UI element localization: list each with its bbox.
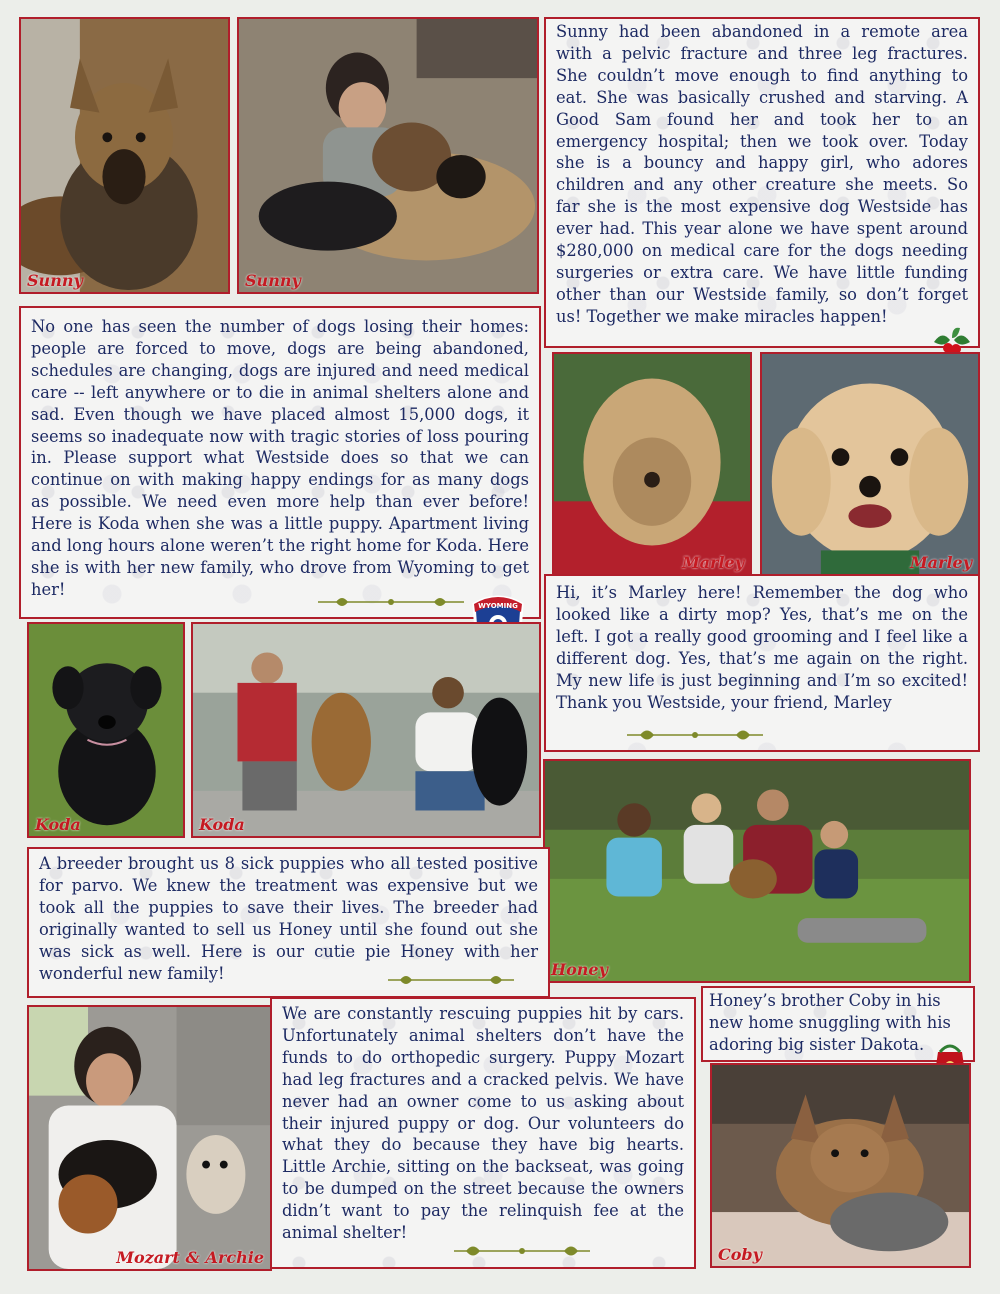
- caption-koda-1: Koda: [35, 815, 81, 834]
- caption-sunny-2: Sunny: [245, 271, 301, 290]
- caption-koda-2: Koda: [199, 815, 245, 834]
- story-coby-text: Honey’s brother Coby in his new home snuggling with his adoring big sister Dakota.: [709, 991, 951, 1054]
- honey-family-image: [545, 761, 969, 981]
- photo-marley-before: [552, 352, 752, 576]
- photo-mozart-archie: [27, 1005, 272, 1271]
- caption-coby: Coby: [718, 1245, 762, 1264]
- sunny-puppy-image: [21, 19, 228, 292]
- photo-honey-family: [543, 759, 971, 983]
- sunny-girl-image: [239, 19, 537, 292]
- marley-before-image: [554, 354, 750, 574]
- koda-family-image: [193, 624, 539, 836]
- caption-sunny-1: Sunny: [27, 271, 83, 290]
- vine-ornament-icon: [625, 724, 765, 746]
- photo-koda-family: [191, 622, 541, 838]
- caption-mozart-archie: Mozart & Archie: [116, 1248, 264, 1267]
- mozart-archie-image: [29, 1007, 270, 1269]
- vine-ornament-icon: [452, 1241, 592, 1261]
- vine-ornament-icon: [316, 592, 466, 612]
- caption-marley-1: Marley: [681, 553, 744, 572]
- story-koda-text: No one has seen the number of dogs losing their homes: people are forced to move, dogs are being abandoned, schedules are changing, dogs are injured and need medical care -- left anywhere or to die in animal shelters alone and sad. Even though we have placed almost 15,000 dogs, it seems so inadequate now with tragic stories of loss pouring in. Please support what Westside does so that we can continue on with making happy endings for as many dogs as possible. We need even more help than ever before! Here is Koda when she was a little puppy. Apartment living and long hours alone weren’t the right home for Koda. Here she is with her new family, who drove from Wyoming to get her!: [31, 317, 529, 599]
- photo-sunny-puppy: [19, 17, 230, 294]
- story-sunny-text: Sunny had been abandoned in a remote area with a pelvic fracture and three leg fractures. She couldn’t move enough to find anything to eat. She was basically crushed and starving. A Good Sam found her and took her to an emergency hospital; then we took over. Today she is a bouncy and happy girl, who adores children and any other creature she meets. So far she is the most expensive dog Westside has ever had. This year alone we have spent around $280,000 on medical care for the dogs needing surgeries or extra care. We have little funding other than our Westside family, so don’t forget us! Together we make miracles happen!: [556, 22, 968, 326]
- photo-sunny-girl: [237, 17, 539, 294]
- vine-ornament-icon: [386, 971, 516, 989]
- caption-honey: Honey: [551, 960, 608, 979]
- caption-marley-2: Marley: [909, 553, 972, 572]
- photo-koda-puppy: [27, 622, 185, 838]
- story-mozart: [270, 997, 696, 1269]
- story-honey-text: A breeder brought us 8 sick puppies who all tested positive for parvo. We knew the treatment was expensive but we took all the puppies to save their lives. The breeder had originally wanted to sell us Honey until she found out she was sick as well. Here is our cutie pie Honey with her wonderful new family!: [39, 854, 538, 983]
- story-marley-text: Hi, it’s Marley here! Remember the dog who looked like a dirty mop? Yes, that’s me on the left. I got a really good grooming and I feel like a different dog. Yes, that’s me again on the right. My new life is just beginning and I’m so excited! Thank you Westside, your friend, Marley: [556, 583, 968, 712]
- story-sunny: [544, 17, 980, 348]
- photo-marley-after: [760, 352, 980, 576]
- photo-coby: [710, 1063, 971, 1268]
- story-mozart-text: We are constantly rescuing puppies hit by cars. Unfortunately animal shelters don’t have the funds to do orthopedic surgery. Puppy Mozart had leg fractures and a cracked pelvis. We have never had an owner come to us asking about their injured puppy or dog. Our volunteers do what they do because they have big hearts. Little Archie, sitting on the backseat, was going to be dumped on the street because the owners didn’t want to pay the relinquish fee at the animal shelter!: [282, 1004, 684, 1243]
- coby-image: [712, 1065, 969, 1266]
- koda-puppy-image: [29, 624, 183, 836]
- story-koda: [19, 306, 541, 619]
- marley-after-image: [762, 354, 978, 574]
- wyoming-sign-text: WYOMING: [478, 602, 518, 610]
